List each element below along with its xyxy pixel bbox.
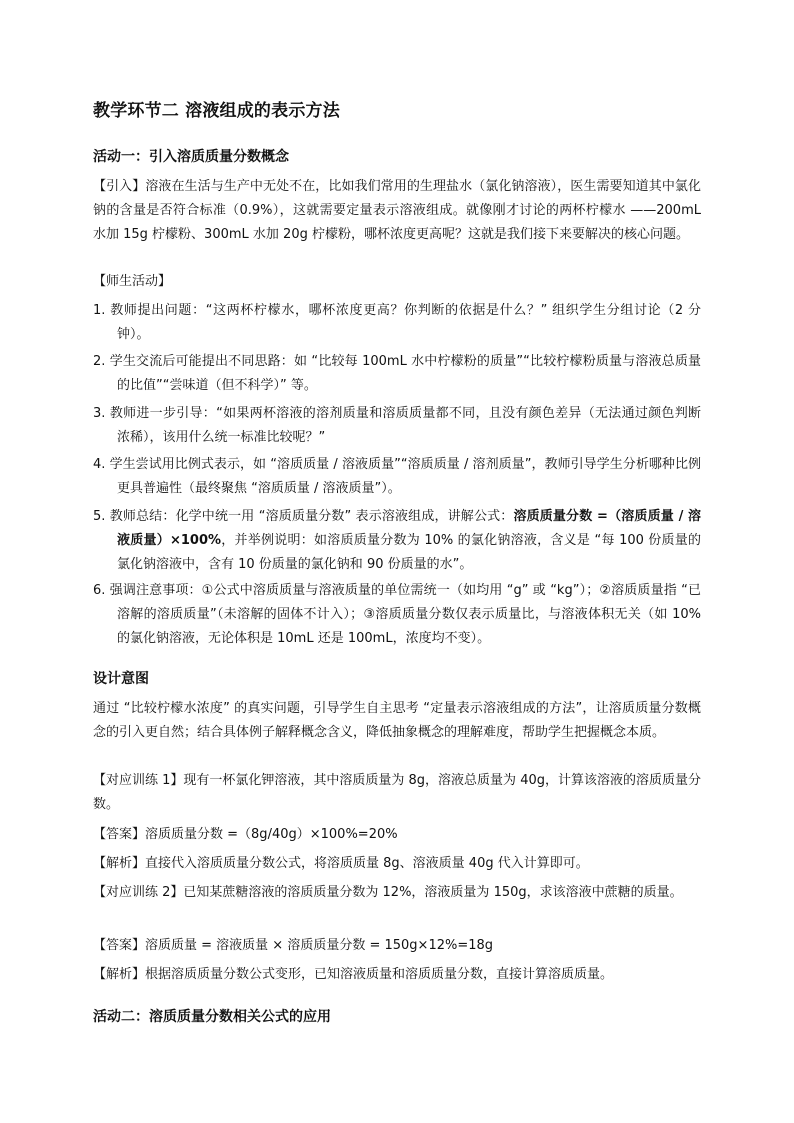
- design-intent-title: 设计意图: [93, 671, 149, 687]
- training2-question: [93, 881, 701, 905]
- list-item-number: 1.: [93, 303, 106, 318]
- list-item: [93, 402, 701, 450]
- analysis-label: 【解析】: [93, 967, 146, 982]
- answer-text: 溶质质量 = 溶液质量 × 溶质质量分数 = 150g×12%=18g: [145, 938, 494, 953]
- list-item-number: 3.: [93, 406, 106, 421]
- activity1-title: 活动一：引入溶质质量分数概念: [93, 149, 289, 165]
- list-item-number: 5.: [93, 509, 106, 524]
- list-item-number: 4.: [93, 457, 106, 472]
- answer-label: 【答案】: [93, 938, 146, 953]
- analysis-text: 直接代入溶质质量分数公式，将溶质质量 8g、溶液质量 40g 代入计算即可。: [145, 856, 589, 871]
- section-title: 教学环节二 溶液组成的表示方法: [93, 101, 340, 121]
- training2-question-text: 已知某蔗糖溶液的溶质质量分数为 12%，溶液质量为 150g，求该溶液中蔗糖的质量。: [183, 885, 683, 900]
- training1-answer: [93, 823, 701, 847]
- training2-analysis: [93, 963, 701, 987]
- list-item-number: 6.: [93, 583, 106, 598]
- list-item-text-after: ，并举例说明：如溶质质量分数为 10% 的氯化钠溶液，含义是 “每 100 份质量的氯化钠溶液中，含有 10 份质量的氯化钠和 90 份质量的水”。: [117, 533, 701, 572]
- activity2-title: 活动二：溶质质量分数相关公式的应用: [93, 1009, 331, 1025]
- analysis-text: 根据溶质质量分数公式变形，已知溶液质量和溶质质量分数，直接计算溶质质量。: [145, 967, 614, 982]
- training2-answer: [93, 934, 701, 958]
- list-item-text: 强调注意事项：①公式中溶质质量与溶液质量的单位需统一（如均用 “g” 或 “kg”）；②溶质质量指 “已溶解的溶质质量”（未溶解的固体不计入）；③溶质质量分数仅表示质量比，与溶液体积无关（如 10% 的氯化钠溶液，无论体积是 10mL 还是 100mL，浓度均不变）。: [109, 583, 701, 646]
- list-item: [93, 453, 701, 501]
- training1-analysis: [93, 852, 701, 876]
- training1-question-text: 现有一杯氯化钾溶液，其中溶质质量为 8g，溶液总质量为 40g，计算该溶液的溶质质量分数。: [93, 773, 701, 812]
- list-item: [93, 505, 701, 577]
- teacher-student-activities-label: 【师生活动】: [93, 274, 172, 289]
- list-item-number: 2.: [93, 354, 106, 369]
- list-item: [93, 299, 701, 347]
- training2-label: 【对应训练 2】: [93, 885, 184, 900]
- list-item: [93, 350, 701, 398]
- intro-text: 溶液在生活与生产中无处不在，比如我们常用的生理盐水（氯化钠溶液），医生需要知道其中氯化钠的含量是否符合标准（0.9%），这就需要定量表示溶液组成。就像刚才讨论的两杯柠檬水 ——200mL 水加 15g 柠檬粉、300mL 水加 20g 柠檬粉，哪杯浓度更高呢？这就是我们接下来要解决的核心问题。: [93, 179, 701, 242]
- training1-question: [93, 769, 701, 817]
- answer-text: 溶质质量分数 =（8g/40g）×100%=20%: [145, 827, 398, 842]
- list-item: [93, 579, 701, 651]
- list-item-text: 学生尝试用比例式表示，如 “溶质质量 / 溶液质量”“溶质质量 / 溶剂质量”，教师引导学生分析哪种比例更具普遍性（最终聚焦 “溶质质量 / 溶液质量”）。: [109, 457, 701, 496]
- analysis-label: 【解析】: [93, 856, 146, 871]
- formula: 溶质质量分数 =（溶质质量 / 溶液质量）×100%: [117, 509, 701, 548]
- intro-paragraph: [93, 175, 701, 247]
- list-item-text: 学生交流后可能提出不同思路：如 “比较每 100mL 水中柠檬粉的质量”“比较柠檬粉质量与溶液总质量的比值”“尝味道（但不科学）” 等。: [109, 354, 701, 393]
- design-intent-paragraph: 通过 “比较柠檬水浓度” 的真实问题，引导学生自主思考 “定量表示溶液组成的方法”，让溶质质量分数概念的引入更自然；结合具体例子解释概念含义，降低抽象概念的理解难度，帮助学生把握概念本质。: [93, 701, 701, 740]
- answer-label: 【答案】: [93, 827, 146, 842]
- list-item-text: 教师进一步引导：“如果两杯溶液的溶剂质量和溶质质量都不同，且没有颜色差异（无法通过颜色判断浓稀），该用什么统一标准比较呢？”: [109, 406, 701, 445]
- list-item-text: 教师提出问题：“这两杯柠檬水，哪杯浓度更高？你判断的依据是什么？” 组织学生分组讨论（2 分钟）。: [110, 303, 701, 342]
- training1-label: 【对应训练 1】: [93, 773, 184, 788]
- intro-label: 【引入】: [93, 179, 146, 194]
- list-item-text-before: 教师总结：化学中统一用 “溶质质量分数” 表示溶液组成，讲解公式：: [109, 509, 514, 524]
